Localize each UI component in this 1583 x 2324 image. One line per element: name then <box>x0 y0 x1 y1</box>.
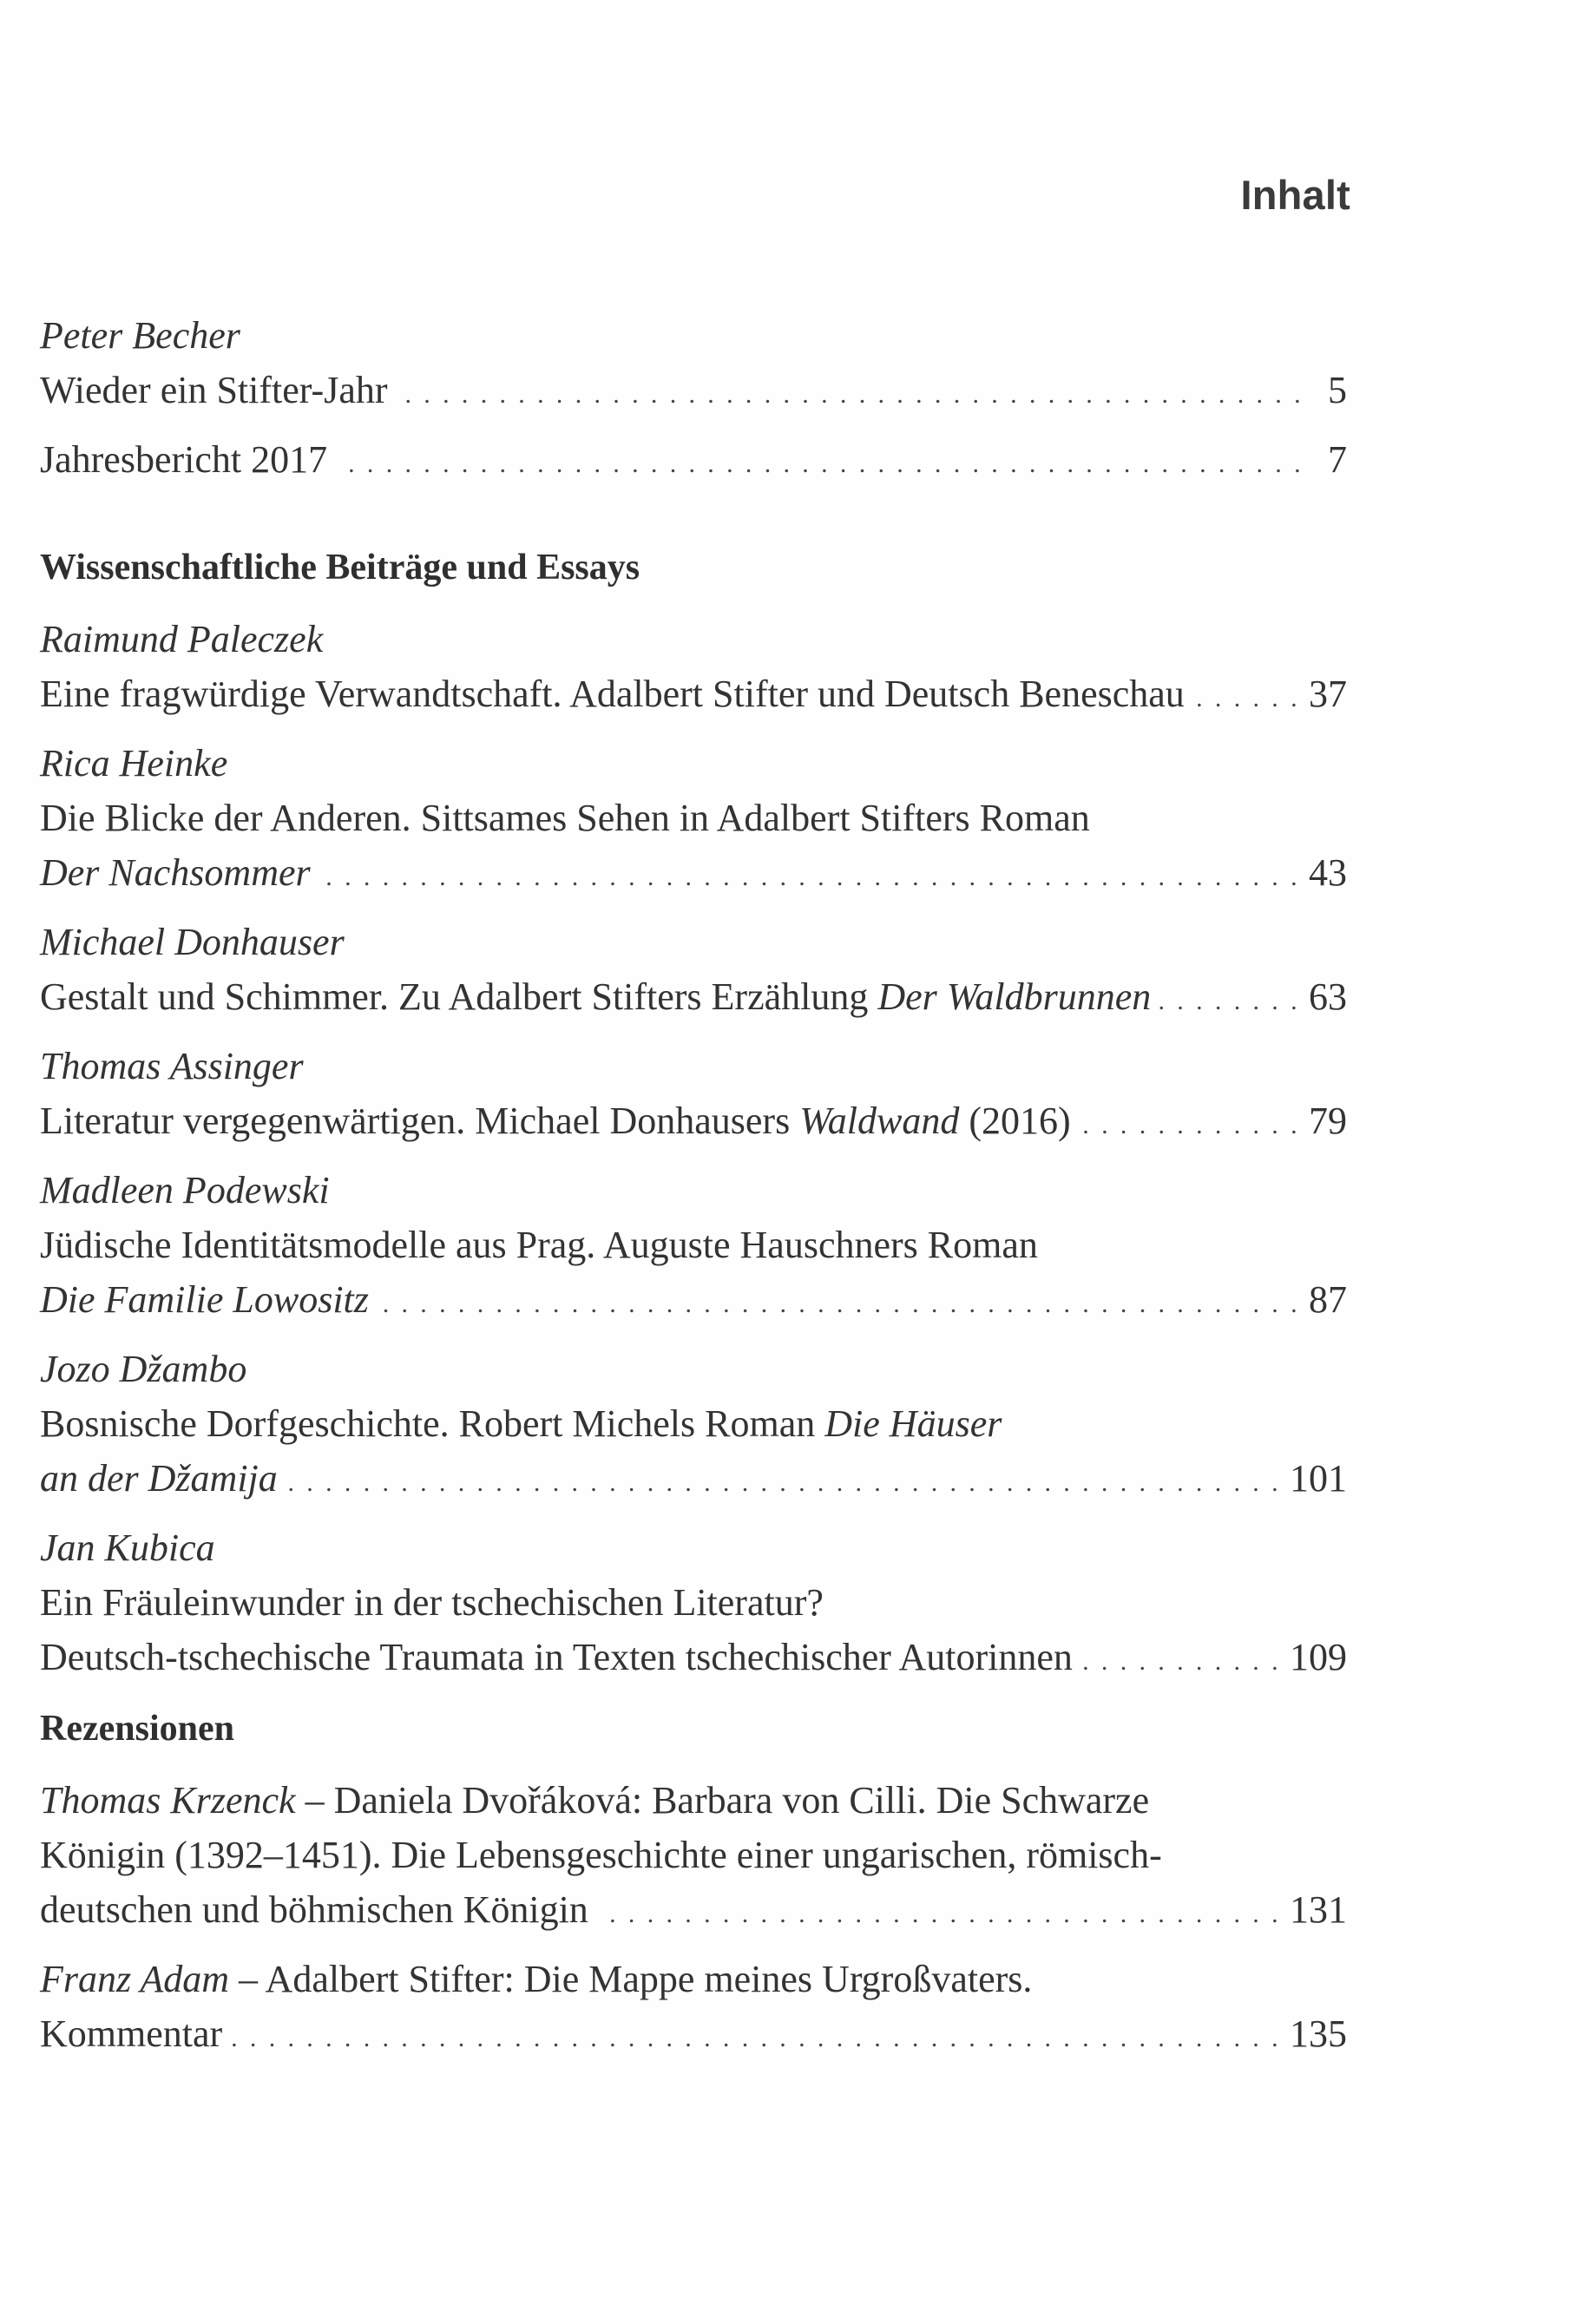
author-name: Peter Becher <box>40 314 240 357</box>
title-segment: (2016) <box>959 1100 1071 1142</box>
author-name: Michael Donhauser <box>40 921 345 963</box>
title-italic-segment: Der Nachsommer <box>40 851 311 894</box>
page-number[interactable]: 135 <box>1290 2012 1347 2055</box>
author-name: Raimund Paleczek <box>40 618 324 660</box>
title-segment: Ein Fräuleinwunder in der tschechischen Literatur? <box>40 1581 824 1624</box>
entry-title <box>40 672 1185 716</box>
title-segment: Jüdische Identitätsmodelle aus Prag. Auguste Hauschners Roman <box>40 1224 1038 1266</box>
title-segment: – Daniela Dvořáková: Barbara von Cilli. Die Schwarze <box>295 1779 1150 1822</box>
entry-title <box>40 1223 1038 1267</box>
entry-title <box>40 2012 222 2056</box>
title-segment: Kommentar <box>40 2012 223 2055</box>
title-italic-segment: Franz Adam <box>40 1958 229 2000</box>
toc-author-line <box>40 1044 1347 1096</box>
toc-title-line <box>40 1402 1347 1454</box>
toc-author-line <box>40 1526 1347 1578</box>
entry-title <box>40 1402 1002 1446</box>
toc-title-line <box>40 1580 1347 1632</box>
toc-title-line <box>40 1223 1347 1275</box>
page-number[interactable]: 101 <box>1290 1457 1347 1500</box>
entry-title <box>40 975 1151 1019</box>
page-number[interactable]: 7 <box>1328 438 1347 481</box>
toc-title-line <box>40 1778 1347 1830</box>
toc-entry-link[interactable] <box>40 437 1347 489</box>
title-segment: deutschen und böhmischen Königin <box>40 1888 588 1931</box>
dot-leader <box>319 863 1300 892</box>
entry-title <box>40 1456 278 1500</box>
dot-leader <box>1159 987 1300 1016</box>
entry-title <box>40 1277 369 1322</box>
toc-author-line <box>40 1347 1347 1399</box>
title-italic-segment: an der Džamija <box>40 1457 278 1500</box>
page-number[interactable]: 79 <box>1309 1100 1347 1142</box>
entry-title <box>40 1099 1071 1143</box>
dot-leader <box>397 380 1304 410</box>
toc-entry-link[interactable] <box>40 672 1347 724</box>
title-italic-segment: Die Familie Lowositz <box>40 1278 369 1321</box>
toc-author-line <box>40 617 1347 669</box>
toc-entry-link[interactable] <box>40 368 1347 420</box>
page-title: Inhalt <box>1240 172 1350 218</box>
toc-entry-link[interactable] <box>40 2012 1347 2064</box>
author-name: Thomas Assinger <box>40 1045 304 1087</box>
title-segment: Literatur vergegenwärtigen. Michael Donhausers <box>40 1100 800 1142</box>
dot-leader <box>1193 684 1300 713</box>
page-number[interactable]: 43 <box>1309 851 1347 894</box>
title-segment: – Adalbert Stifter: Die Mappe meines Urgroßvaters. <box>228 1958 1033 2000</box>
page-number[interactable]: 109 <box>1290 1636 1347 1678</box>
toc-entry-link[interactable] <box>40 975 1347 1027</box>
title-segment: Die Blicke der Anderen. Sittsames Sehen in Adalbert Stifters Roman <box>40 797 1090 839</box>
entry-title <box>40 1635 1073 1679</box>
entry-title <box>40 1957 1032 2001</box>
dot-leader <box>1080 1111 1300 1140</box>
page-number[interactable]: 87 <box>1309 1278 1347 1321</box>
entry-title <box>40 1833 1162 1877</box>
section-heading <box>40 547 1347 599</box>
title-segment: Bosnische Dorfgeschichte. Robert Michels Roman <box>40 1402 825 1445</box>
entry-title <box>40 1580 824 1625</box>
dot-leader <box>231 2024 1281 2053</box>
toc-entry-link[interactable] <box>40 1887 1347 1940</box>
toc-author-line <box>40 741 1347 793</box>
entry-title <box>40 850 311 895</box>
title-italic-segment: Die Häuser <box>824 1402 1002 1445</box>
section-heading <box>40 1708 1347 1760</box>
title-segment: Jahresbericht 2017 <box>40 438 328 481</box>
dot-leader <box>286 1468 1281 1498</box>
author-name: Madleen Podewski <box>40 1169 330 1211</box>
dot-leader <box>597 1900 1281 1929</box>
author-name: Jozo Džambo <box>40 1348 247 1390</box>
toc-entry-link[interactable] <box>40 850 1347 903</box>
title-italic-segment: Waldwand <box>799 1100 960 1142</box>
toc-title-line <box>40 796 1347 848</box>
toc-entry-link[interactable] <box>40 1456 1347 1508</box>
dot-leader <box>336 450 1304 479</box>
author-name: Jan Kubica <box>40 1526 215 1569</box>
entry-title <box>40 1887 588 1932</box>
toc-entry-link[interactable] <box>40 1635 1347 1687</box>
toc-title-line <box>40 1957 1347 2009</box>
section-title: Wissenschaftliche Beiträge und Essays <box>40 548 640 588</box>
entry-title <box>40 796 1090 840</box>
entry-title <box>40 368 388 412</box>
toc-entry-link[interactable] <box>40 1277 1347 1329</box>
title-segment: Eine fragwürdige Verwandtschaft. Adalbert Stifter und Deutsch Beneschau <box>40 673 1185 715</box>
title-italic-segment: Der Waldbrunnen <box>877 975 1152 1018</box>
dot-leader <box>1081 1647 1281 1677</box>
page-number[interactable]: 131 <box>1290 1888 1347 1931</box>
title-segment: Deutsch-tschechische Traumata in Texten tschechischer Autorinnen <box>40 1636 1073 1678</box>
title-segment: Königin (1392–1451). Die Lebensgeschichte einer ungarischen, römisch- <box>40 1834 1162 1876</box>
page-number[interactable]: 63 <box>1309 975 1347 1018</box>
toc-entry-link[interactable] <box>40 1099 1347 1151</box>
page-number[interactable]: 5 <box>1328 369 1347 411</box>
title-segment: Gestalt und Schimmer. Zu Adalbert Stifters Erzählung <box>40 975 878 1018</box>
page-number[interactable]: 37 <box>1309 673 1347 715</box>
section-title: Rezensionen <box>40 1709 234 1749</box>
toc-author-line <box>40 313 1347 365</box>
dot-leader <box>378 1290 1300 1319</box>
toc-title-line <box>40 1833 1347 1885</box>
entry-title <box>40 437 327 482</box>
toc-author-line <box>40 1168 1347 1220</box>
title-italic-segment: Thomas Krzenck <box>40 1779 296 1822</box>
title-segment: Wieder ein Stifter-Jahr <box>40 369 388 411</box>
author-name: Rica Heinke <box>40 742 228 785</box>
toc-author-line <box>40 920 1347 972</box>
entry-title <box>40 1778 1149 1822</box>
